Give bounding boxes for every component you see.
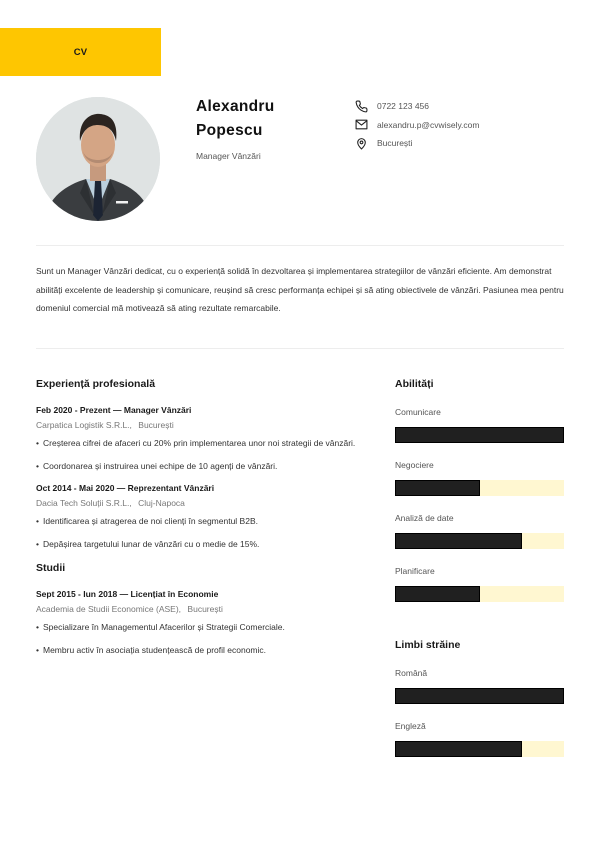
skill-item-level-fill bbox=[395, 427, 564, 443]
contact-phone bbox=[354, 97, 479, 116]
experience-title: Experiență profesională bbox=[36, 378, 156, 390]
portrait-image bbox=[36, 97, 160, 221]
skill-item-level-fill bbox=[395, 533, 522, 549]
skill-item bbox=[395, 512, 565, 549]
skill-item-level-fill bbox=[395, 586, 480, 602]
contact-email bbox=[354, 116, 479, 135]
language-item-level-bar bbox=[395, 688, 564, 704]
job-title: Manager Vânzări bbox=[196, 151, 261, 161]
skill-item-label: Planificare bbox=[395, 566, 435, 576]
location-city: București bbox=[377, 138, 413, 149]
phone-icon bbox=[354, 99, 368, 113]
language-item bbox=[395, 667, 565, 704]
company-name: Dacia Tech Soluții S.R.L., bbox=[36, 498, 132, 508]
entry-heading: Sept 2015 - Iun 2018 — Licențiat în Economie bbox=[36, 589, 219, 599]
skill-item-level-bar bbox=[395, 586, 564, 602]
skill-item bbox=[395, 406, 565, 443]
entry-bullet: • Identificarea și atragerea de noi clienți în segmentul B2B. bbox=[36, 516, 258, 526]
entry-bullet: • Coordonarea și instruirea unei echipe de 10 agenți de vânzări. bbox=[36, 461, 278, 471]
experience-entry bbox=[36, 404, 386, 472]
entry-heading: Feb 2020 - Prezent — Manager Vânzări bbox=[36, 405, 192, 415]
entry-organization bbox=[36, 418, 386, 432]
education-entry bbox=[36, 588, 386, 656]
divider bbox=[36, 348, 564, 349]
company-name: Carpatica Logistik S.R.L., bbox=[36, 420, 132, 430]
company-city: București bbox=[138, 420, 174, 430]
skill-item-label: Negociere bbox=[395, 460, 434, 470]
language-item-level-fill bbox=[395, 741, 522, 757]
skills-title: Abilități bbox=[395, 378, 434, 390]
cv-label: CV bbox=[73, 46, 88, 58]
skill-item bbox=[395, 459, 565, 496]
skill-item-label: Comunicare bbox=[395, 407, 441, 417]
divider bbox=[36, 245, 564, 246]
mail-icon bbox=[354, 118, 368, 132]
cv-banner bbox=[0, 28, 161, 76]
language-item-level-bar bbox=[395, 741, 564, 757]
email-address: alexandru.p@cvwisely.com bbox=[377, 119, 480, 130]
skills-list bbox=[395, 406, 565, 602]
entry-bullet: • Depășirea targetului lunar de vânzări cu o medie de 15%. bbox=[36, 539, 260, 549]
entry-organization bbox=[36, 602, 386, 616]
profile-summary: Sunt un Manager Vânzări dedicat, cu o experiență solidă în dezvoltarea și implementarea strategiilor de vânzări eficiente. Am demonstrat abilități excelente de leadership și comunicare, reușind să cresc performanța echipei și să ating obiectivele de vânzări. Pasiunea mea pentru domeniul comercial mă motivează să ating rezultate remarcabile. bbox=[36, 266, 564, 313]
entry-organization bbox=[36, 496, 386, 510]
skill-item-level-fill bbox=[395, 480, 480, 496]
first-name: Alexandru bbox=[196, 98, 275, 115]
entry-bullet: • Specializare în Managementul Afacerilor și Strategii Comerciale. bbox=[36, 622, 285, 632]
skill-item-level-bar bbox=[395, 427, 564, 443]
languages-list bbox=[395, 667, 565, 757]
language-item-label: Engleză bbox=[395, 721, 426, 731]
experience-entry bbox=[36, 482, 386, 550]
skill-item-label: Analiză de date bbox=[395, 513, 454, 523]
phone-number: 0722 123 456 bbox=[377, 101, 429, 112]
entry-bullet: • Creșterea cifrei de afaceri cu 20% prin implementarea unor noi strategii de vânzări. bbox=[36, 438, 356, 448]
school-name: Academia de Studii Economice (ASE), bbox=[36, 604, 182, 614]
skill-item-level-bar bbox=[395, 480, 564, 496]
skill-item bbox=[395, 565, 565, 602]
entry-bullet: • Membru activ în asociația studențească de profil economic. bbox=[36, 645, 267, 655]
education-title: Studii bbox=[36, 562, 66, 574]
company-city: Cluj-Napoca bbox=[138, 498, 185, 508]
location-pin-icon bbox=[354, 136, 368, 150]
contact-info bbox=[354, 97, 479, 153]
main-column bbox=[36, 378, 386, 666]
language-item-level-fill bbox=[395, 688, 564, 704]
full-name bbox=[196, 95, 275, 143]
sidebar-column bbox=[395, 378, 565, 757]
school-city: București bbox=[187, 604, 223, 614]
languages-title: Limbi străine bbox=[395, 639, 461, 651]
profile-photo bbox=[36, 97, 160, 221]
contact-location bbox=[354, 134, 479, 153]
last-name: Popescu bbox=[196, 122, 263, 139]
language-item-label: Română bbox=[395, 668, 428, 678]
language-item bbox=[395, 720, 565, 757]
entry-heading: Oct 2014 - Mai 2020 — Reprezentant Vânzări bbox=[36, 483, 215, 493]
skill-item-level-bar bbox=[395, 533, 564, 549]
